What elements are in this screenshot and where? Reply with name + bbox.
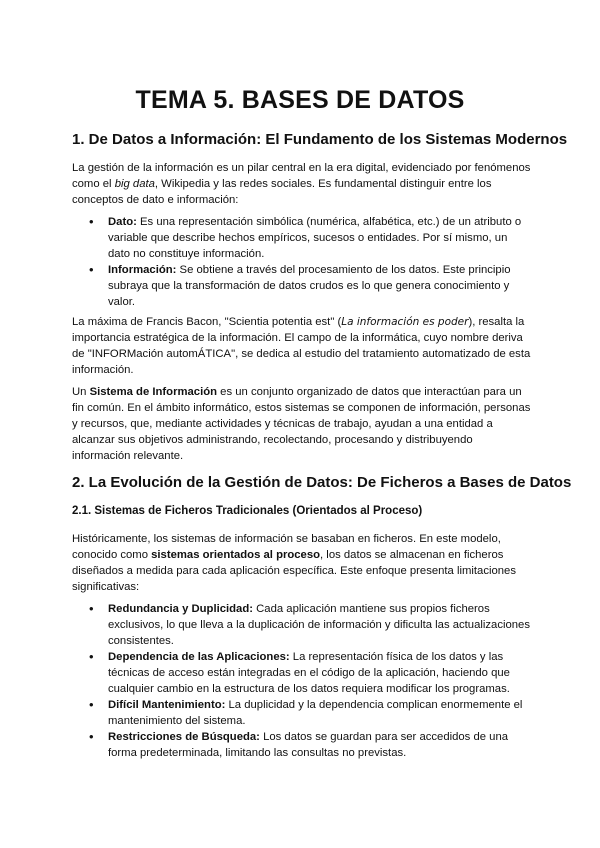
bullet-term: Información: (108, 264, 177, 276)
list-item: • Dependencia de las Aplicaciones: La representación física de los datos y las técnicas de acceso están integradas en el código de la aplicación, haciendo que cualquier cambio en la estructura de los datos requiera modificar los programas. (72, 649, 532, 697)
list-item: • Redundancia y Duplicidad: Cada aplicación mantiene sus propios ficheros exclusivos, lo que lleva a la duplicación de información y dificulta las actualizaciones consistentes. (72, 601, 532, 649)
list-item: • Difícil Mantenimiento: La duplicidad y la dependencia complican enormemente el mantenimiento del sistema. (72, 697, 532, 729)
section-2-1-intro-paragraph: Históricamente, los sistemas de información se basaban en ficheros. En este modelo, conocido como sistemas orientados al proceso, los datos se almacenan en ficheros diseñados a medida para cada aplicación específica. Este enfoque presenta limitaciones significativas: (72, 533, 516, 593)
section-2-1-subheading: 2.1. Sistemas de Ficheros Tradicionales (Orientados al Proceso) (72, 505, 423, 517)
list-item: • Información: Se obtiene a través del procesamiento de los datos. Este principio subraya que la transformación de datos crudos es lo que genera conocimiento y valor. (72, 262, 532, 310)
section-1-bullet-list (72, 214, 532, 310)
list-item: • Restricciones de Búsqueda: Los datos se guardan para ser accedidos de una forma predeterminada, limitando las consultas no previstas. (72, 729, 532, 761)
bullet-term: Dependencia de las Aplicaciones: (108, 651, 290, 663)
section-1-heading: 1. De Datos a Información: El Fundamento de los Sistemas Modernos (72, 131, 568, 148)
bacon-paragraph: La máxima de Francis Bacon, "Scientia potentia est" (La información es poder), resalta la importancia estratégica de la información. El campo de la informática, cuyo nombre deriva de "INFORMación automÁTICA", se dedica al estudio del tratamiento automatizado de esta información. (72, 316, 531, 376)
list-item: • Dato: Es una representación simbólica (numérica, alfabética, etc.) de un atributo o variable que describe hechos empíricos, sucesos o entidades. Por sí mismo, un dato no constituye información. (72, 214, 532, 262)
bullet-term: Dato: (108, 216, 137, 228)
sistema-informacion-term: Sistema de Información (89, 386, 218, 398)
section-1-intro-paragraph: La gestión de la información es un pilar central en la era digital, evidenciado por fenómenos como el big data, Wikipedia y las redes sociales. Es fundamental distinguir entre los conceptos de dato e información: (72, 162, 531, 206)
section-2-heading: 2. La Evolución de la Gestión de Datos: De Ficheros a Bases de Datos (72, 474, 572, 491)
bullet-term: Redundancia y Duplicidad: (108, 603, 253, 615)
sistema-informacion-paragraph: Un Sistema de Información es un conjunto organizado de datos que interactúan para un fin común. En el ámbito informático, estos sistemas se componen de información, personas y recursos, que, mediante actividades y técnicas de trabajo, ayudan a una entidad a alcanzar sus objetivos administrando, recolectando, procesando y distribuyendo información relevante. (72, 386, 531, 462)
bullet-term: Restricciones de Búsqueda: (108, 731, 260, 743)
big-data-term: big data (114, 178, 155, 190)
section-2-1-bullet-list (72, 601, 532, 761)
bacon-quote-translation: La información es poder (341, 316, 469, 328)
bullet-term: Difícil Mantenimiento: (108, 699, 226, 711)
document-title: TEMA 5. BASES DE DATOS (135, 86, 465, 114)
sistemas-orientados-term: sistemas orientados al proceso (151, 549, 321, 561)
